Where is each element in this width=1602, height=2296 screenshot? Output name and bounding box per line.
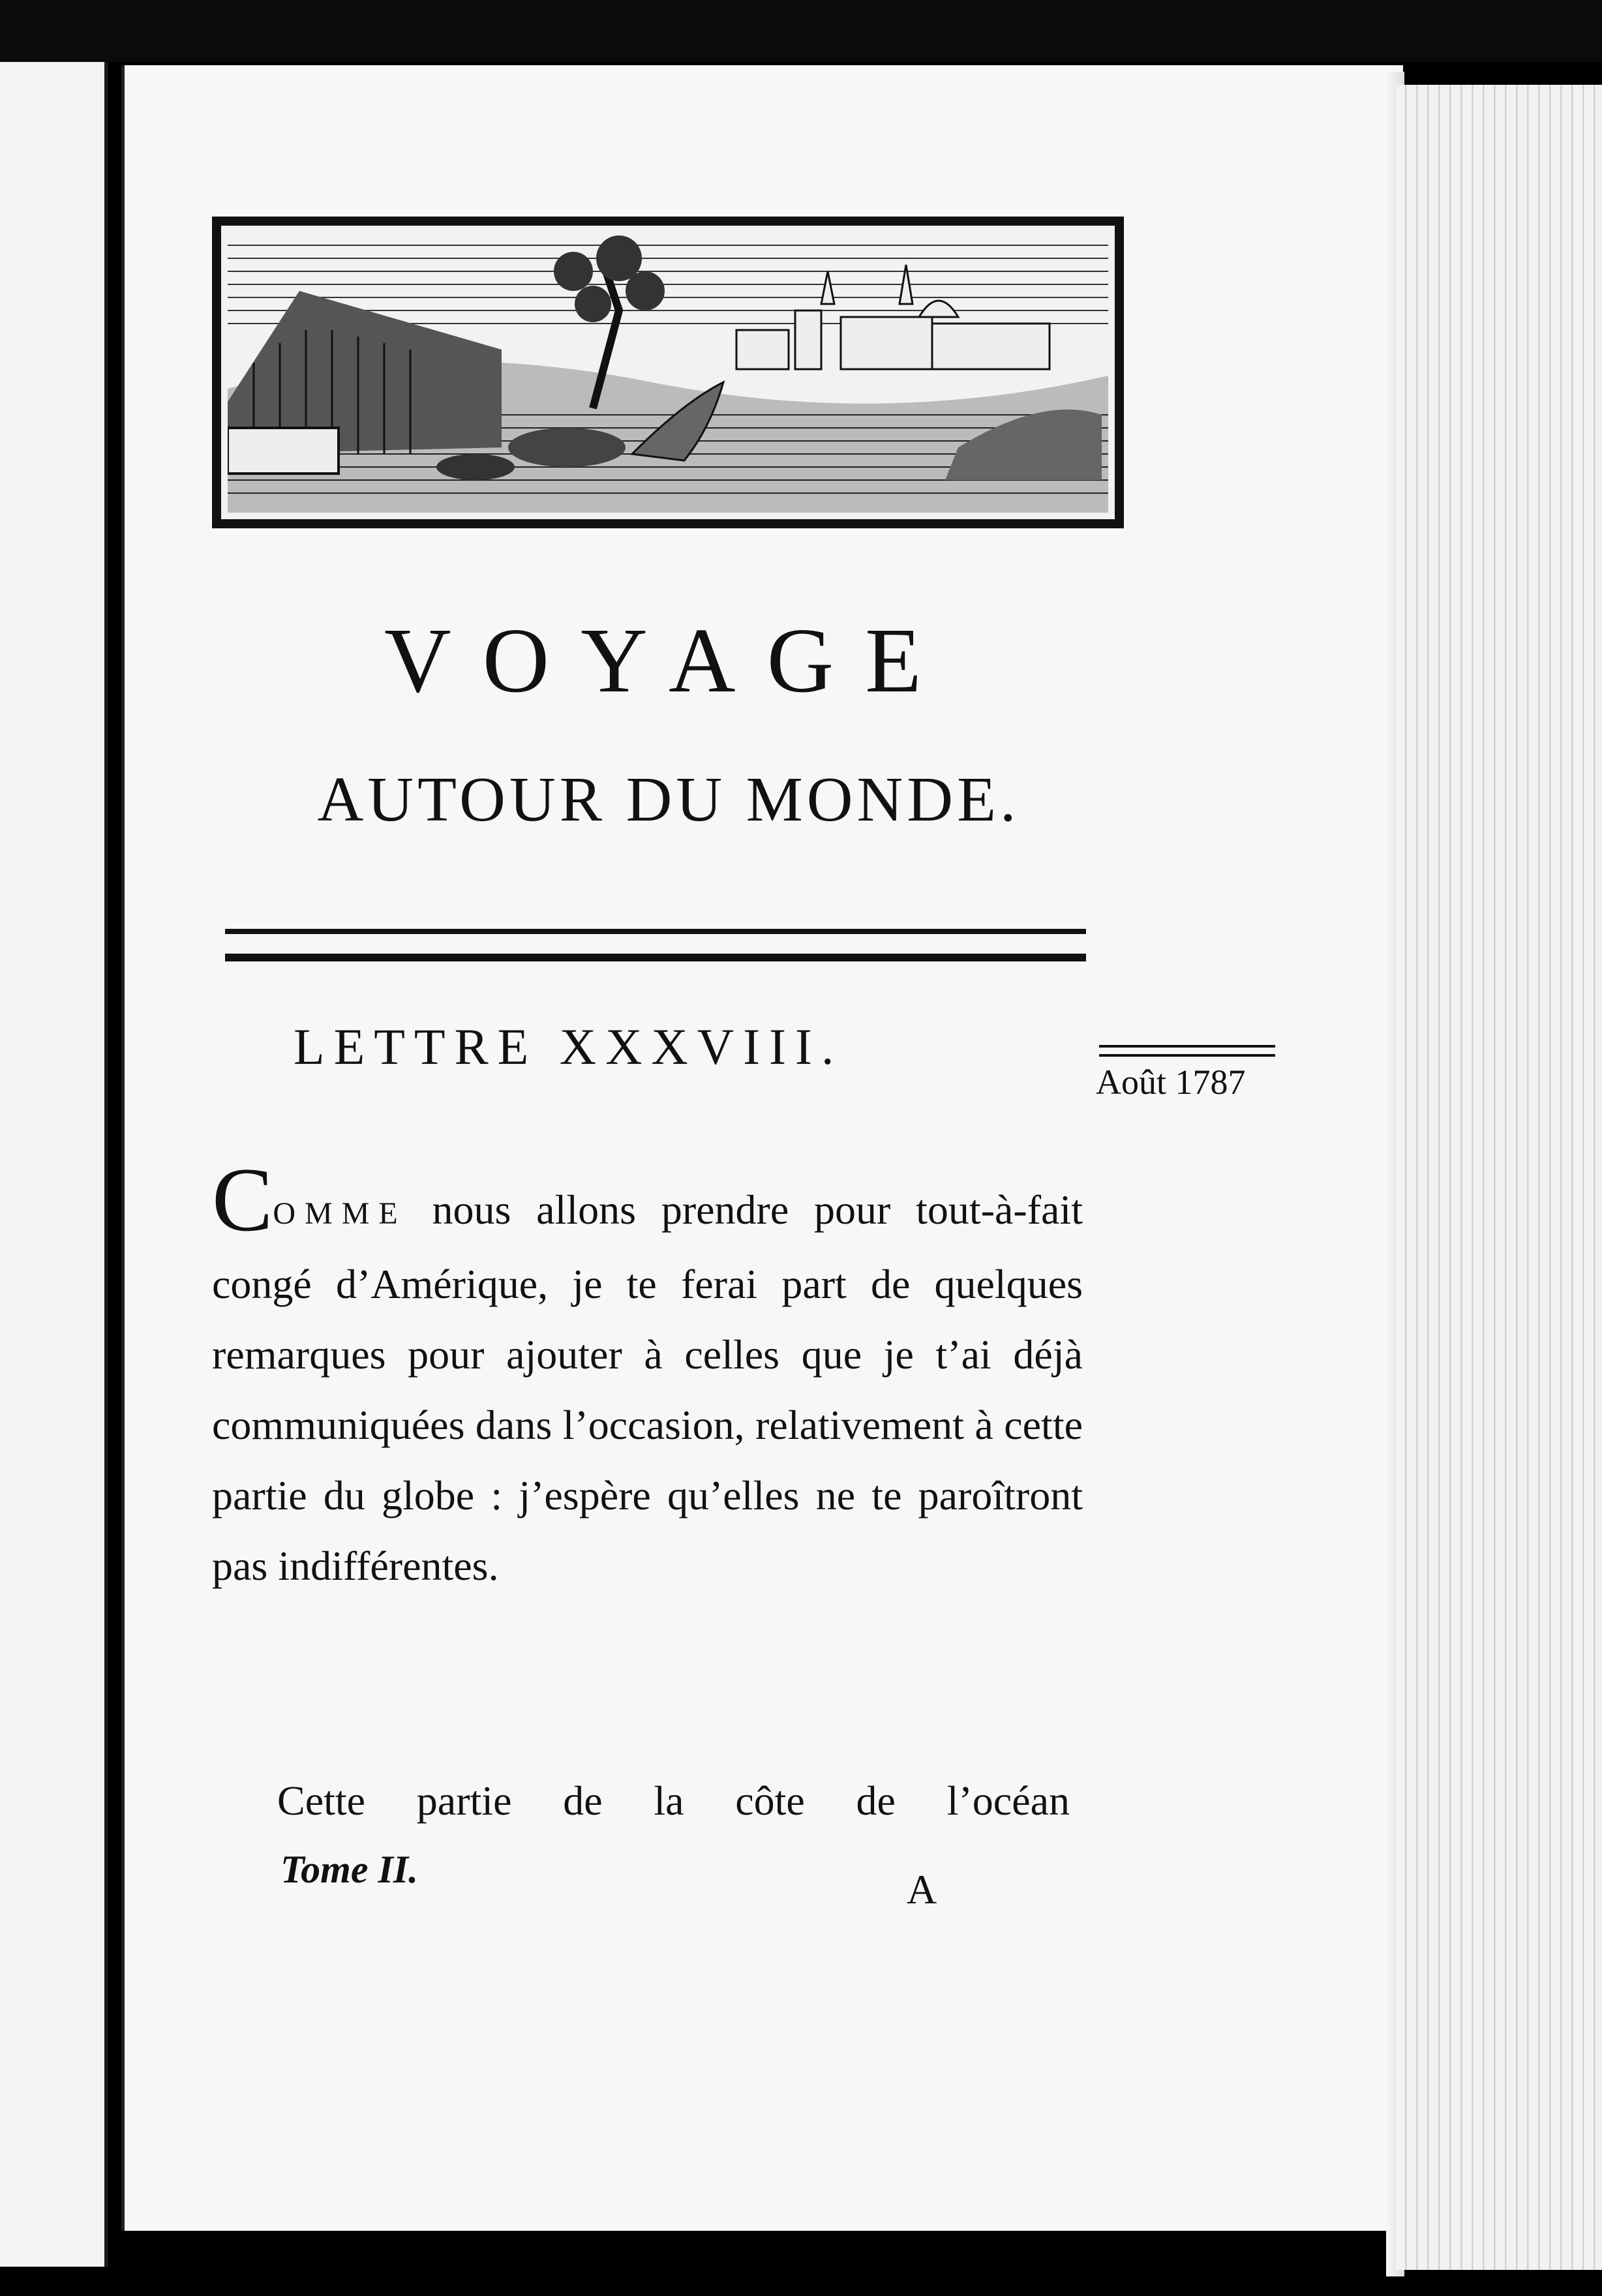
engraved-vignette-icon: [212, 217, 1124, 528]
letter-heading: LETTRE XXXVIII.: [294, 1018, 843, 1075]
paragraph-2: Cette partie de la côte de l’océan: [277, 1777, 1070, 1824]
drop-capital: C: [212, 1149, 273, 1250]
volume-label: Tome II.: [280, 1848, 419, 1891]
paragraph-1-text: nous allons prendre pour tout-à-fait congé d’Amérique, je te ferai part de quelques remarques pour ajouter à celles que je t’ai déjà communiquées dans l’occasion, relativement à cette partie du globe : j’espère qu’elles ne te paroîtront pas indifférentes.: [212, 1186, 1083, 1589]
side-note-rule: [1099, 1045, 1275, 1048]
landscape-engraving: [228, 232, 1108, 513]
facing-page-edge: [0, 62, 108, 2267]
title-rule-thick: [225, 954, 1086, 961]
side-note-rule: [1099, 1054, 1275, 1057]
book-subtitle: AUTOUR DU MONDE.: [317, 764, 1020, 835]
small-caps-word: OMME: [273, 1196, 407, 1231]
scan-top-border: [0, 0, 1602, 62]
marginal-date: Août 1787: [1096, 1063, 1246, 1102]
signature-mark: A: [907, 1866, 937, 1912]
book-title: VOYAGE: [384, 609, 953, 712]
title-rule-thin: [225, 929, 1086, 934]
paragraph-1: [212, 1149, 1083, 1601]
page-edge-stack: [1396, 85, 1602, 2270]
